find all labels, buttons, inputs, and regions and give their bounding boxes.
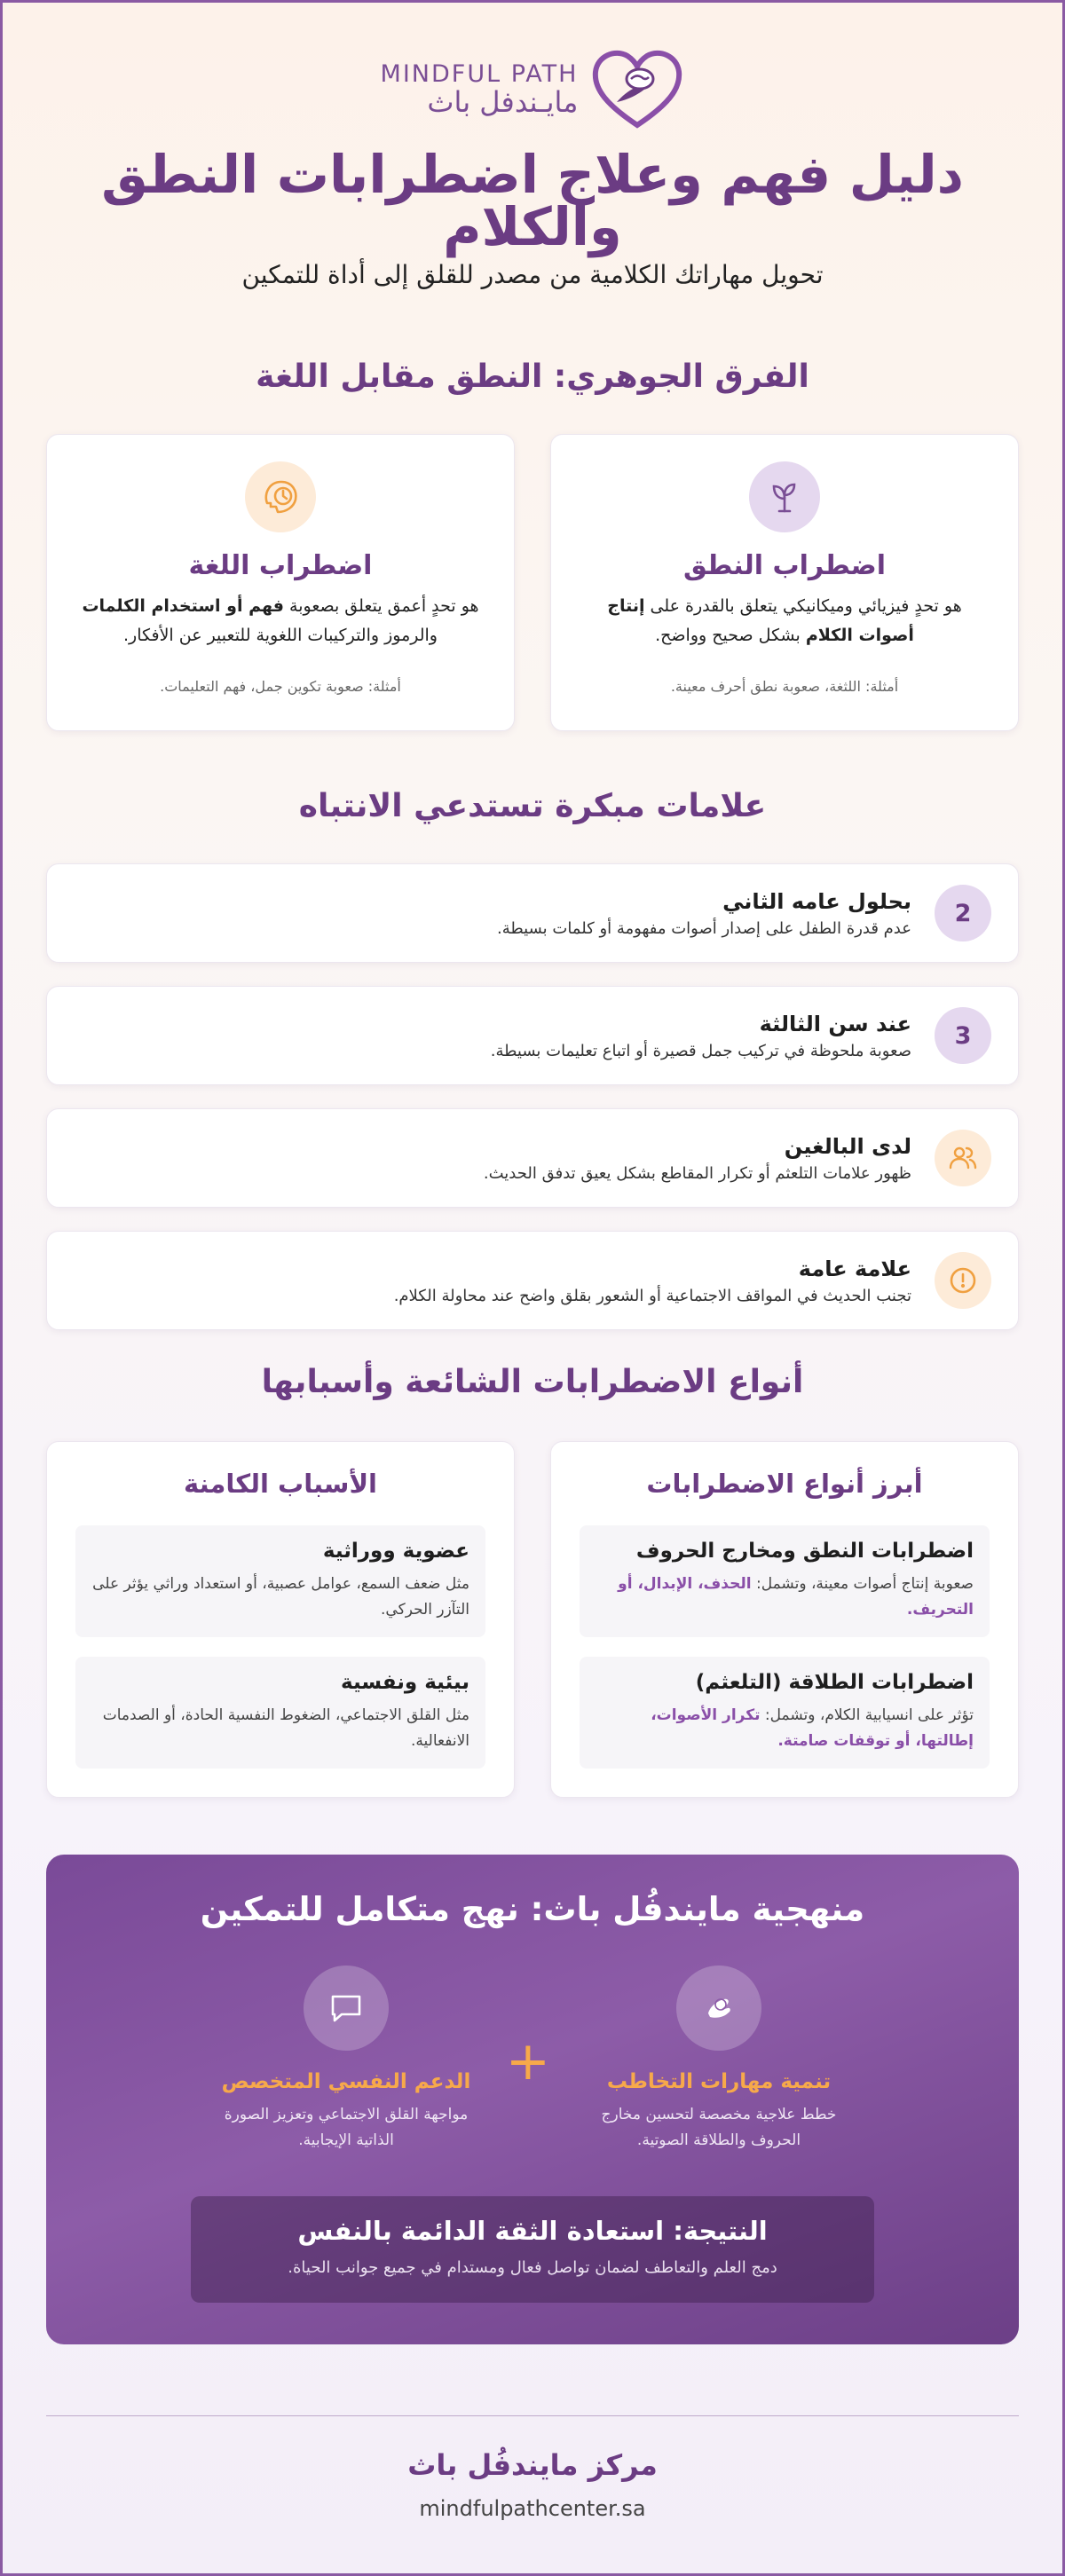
signs-list (46, 863, 1019, 1330)
methodology-panel (46, 1855, 1019, 2344)
sign-item-age-2 (46, 863, 1019, 963)
heart-brain-logo-icon (590, 45, 684, 132)
methodology-title: منهجية مايندفُل باث: نهج متكامل للتمكين (200, 1890, 865, 1928)
age-badge: 3 (935, 1007, 991, 1064)
brain-hands-icon (676, 1965, 761, 2051)
alert-circle-icon (935, 1252, 991, 1309)
brand-logo (46, 3, 1019, 132)
difference-cards (46, 434, 1019, 731)
method-item-speech-skills: تنمية مهارات التخاطب خطط علاجية مخصصة لتحسين مخارج الحروف والطلاقة الصوتية. (577, 1965, 861, 2154)
language-disorder-desc: هو تحدٍ أعمق يتعلق بصعوبة فهم أو استخدام الكلمات والرموز والتركيبات اللغوية للتعبير عن الأفكار. (82, 596, 479, 646)
speech-disorder-desc: هو تحدٍ فيزيائي وميكانيكي يتعلق بالقدرة على إنتاج أصوات الكلام بشكل صحيح وواضح. (607, 596, 962, 646)
footer-center-name: مركز مايندفُل باث (407, 2448, 658, 2482)
language-disorder-examples: أمثلة: صعوبة تكوين جمل، فهم التعليمات. (160, 677, 401, 695)
sign-title: علامة عامة (798, 1256, 911, 1281)
language-disorder-title: اضطراب اللغة (188, 550, 373, 581)
head-clock-icon (245, 461, 316, 532)
plus-sign: + (505, 2030, 550, 2092)
causes-card (46, 1441, 515, 1798)
result-title: النتيجة: استعادة الثقة الدائمة بالنفس (297, 2215, 768, 2246)
disorder-type-item: اضطرابات النطق ومخارج الحروف صعوبة إنتاج أصوات معينة، وتشمل: الحذف، الإبدال، أو التحريف. (580, 1525, 990, 1637)
disorder-types-heading: أبرز أنواع الاضطرابات (646, 1469, 923, 1499)
sign-item-adults (46, 1108, 1019, 1208)
page-subtitle: تحويل مهاراتك الكلامية من مصدر للقلق إلى أداة للتمكين (241, 260, 824, 289)
footer-divider (46, 2415, 1019, 2416)
speech-disorder-title: اضطراب النطق (682, 550, 887, 581)
brand-name-ar: مايـندفل باث (427, 84, 579, 119)
brand-name-en: MINDFUL PATH (380, 59, 579, 88)
types-cards (46, 1441, 1019, 1798)
sign-item-general (46, 1231, 1019, 1330)
speech-disorder-examples: أمثلة: اللثغة، صعوبة نطق أحرف معينة. (670, 677, 899, 695)
disorder-type-item: اضطرابات الطلاقة (التلعثم) تؤثر على انسيابية الكلام، وتشمل: تكرار الأصوات، إطالتها، أو توقفات صامتة. (580, 1657, 990, 1769)
sign-item-age-3 (46, 986, 1019, 1085)
sign-desc: ظهور علامات التلعثم أو تكرار المقاطع بشكل يعيق تدفق الحديث. (483, 1163, 911, 1183)
speech-disorder-card (550, 434, 1019, 731)
footer-website-link[interactable]: mindfulpathcenter.sa (419, 2496, 646, 2521)
users-icon (935, 1130, 991, 1186)
sign-title: لدى البالغين (784, 1133, 911, 1159)
disorder-types-card (550, 1441, 1019, 1798)
sign-desc: تجنب الحديث في المواقف الاجتماعية أو الشعور بقلق واضح عند محاولة الكلام. (393, 1286, 911, 1305)
sign-title: عند سن الثالثة (759, 1011, 911, 1036)
result-desc: دمج العلم والتعاطف لضمان تواصل فعال ومستدام في جميع جوانب الحياة. (288, 2257, 777, 2277)
result-box (191, 2196, 874, 2303)
cause-item: بيئية ونفسية مثل القلق الاجتماعي، الضغوط النفسية الحادة، أو الصدمات الانفعالية. (75, 1657, 485, 1769)
signs-section-title: علامات مبكرة تستدعي الانتباه (298, 788, 767, 824)
age-badge: 2 (935, 885, 991, 941)
cause-item: عضوية ووراثية مثل ضعف السمع، عوامل عصبية، أو استعداد وراثي يؤثر على التآزر الحركي. (75, 1525, 485, 1637)
method-item-psych-support: الدعم النفسي المتخصص مواجهة القلق الاجتماعي وتعزيز الصورة الذاتية الإيجابية. (204, 1965, 488, 2154)
difference-section-title: الفرق الجوهري: النطق مقابل اللغة (256, 358, 809, 395)
chat-bubble-icon (304, 1965, 389, 2051)
language-disorder-card (46, 434, 515, 731)
sprout-icon (749, 461, 820, 532)
causes-heading: الأسباب الكامنة (184, 1469, 377, 1499)
sign-desc: صعوبة ملحوظة في تركيب جمل قصيرة أو اتباع تعليمات بسيطة. (490, 1041, 911, 1060)
types-section-title: أنواع الاضطرابات الشائعة وأسبابها (261, 1364, 804, 1400)
sign-desc: عدم قدرة الطفل على إصدار أصوات مفهومة أو كلمات بسيطة. (497, 918, 911, 938)
page-title: دليل فهم وعلاج اضطرابات النطق والكلام (101, 144, 964, 257)
sign-title: بحلول عامه الثاني (722, 888, 911, 914)
